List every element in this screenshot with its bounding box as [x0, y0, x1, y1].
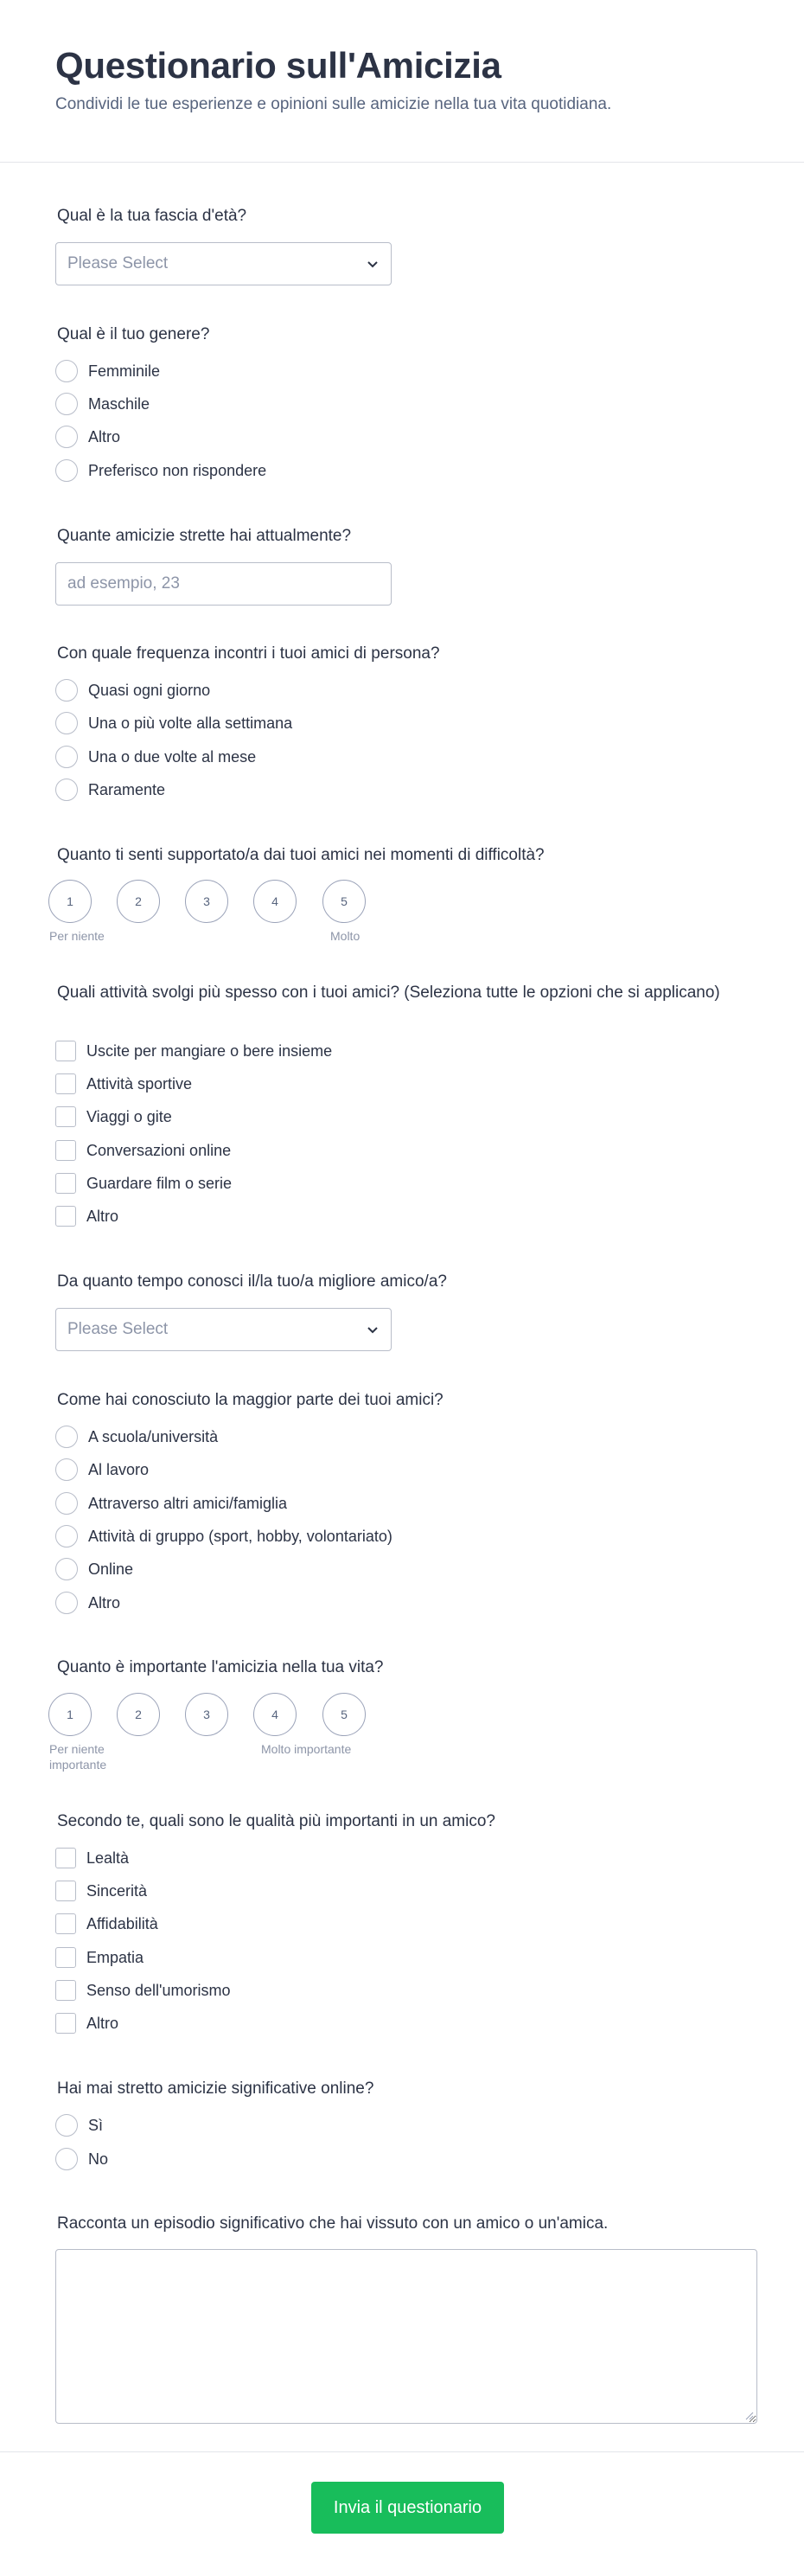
option-label: Altro: [86, 1207, 119, 1225]
support-scale-3[interactable]: 3: [185, 880, 228, 923]
option-label: Sincerità: [86, 1881, 148, 1900]
question-episode-label: Racconta un episodio significativo che hai vissuto con un amico o un'amica.: [57, 2214, 609, 2233]
radio-button[interactable]: [55, 1592, 78, 1614]
how-met-option[interactable]: [55, 1524, 392, 1548]
checkbox[interactable]: [55, 1041, 76, 1061]
question-age-label: Qual è la tua fascia d'età?: [57, 207, 247, 225]
gender-option[interactable]: [55, 392, 150, 416]
question-how-met-label: Come hai conosciuto la maggior parte dei tuoi amici?: [57, 1391, 443, 1409]
resize-handle-icon[interactable]: [743, 2410, 754, 2420]
submit-button[interactable]: Invia il questionario: [311, 2482, 504, 2534]
radio-button[interactable]: [55, 1458, 78, 1481]
option-label: Una o due volte al mese: [88, 747, 257, 766]
how-met-option[interactable]: [55, 1557, 133, 1581]
radio-button[interactable]: [55, 1492, 78, 1515]
support-scale-min-label: Per niente: [49, 929, 105, 943]
how-met-option[interactable]: [55, 1591, 120, 1615]
option-label: Senso dell'umorismo: [86, 1981, 231, 1999]
option-label: No: [88, 2150, 109, 2168]
support-scale-5[interactable]: 5: [322, 880, 366, 923]
option-label: Lealtà: [86, 1849, 130, 1867]
qualities-option[interactable]: [55, 1912, 158, 1936]
chevron-down-icon: [365, 256, 380, 272]
best-friend-duration-select[interactable]: [55, 1308, 392, 1351]
qualities-option[interactable]: [55, 1945, 144, 1970]
activities-option[interactable]: [55, 1204, 118, 1228]
activities-option[interactable]: [55, 1039, 332, 1063]
importance-scale-max-label: Molto importante: [261, 1742, 352, 1756]
radio-button[interactable]: [55, 779, 78, 801]
option-label: Affidabilità: [86, 1914, 158, 1932]
gender-option[interactable]: [55, 359, 160, 383]
question-online-friendships-label: Hai mai stretto amicizie significative online?: [57, 2079, 374, 2098]
importance-min-label-line: importante: [49, 1758, 107, 1772]
checkbox[interactable]: [55, 1106, 76, 1127]
meet-frequency-option[interactable]: [55, 778, 165, 802]
option-label: Altro: [86, 2014, 119, 2032]
importance-scale-1[interactable]: 1: [48, 1693, 92, 1736]
how-met-option[interactable]: [55, 1458, 149, 1482]
online-friendships-option[interactable]: [55, 2113, 103, 2137]
option-label: Altro: [88, 427, 121, 445]
activities-option[interactable]: [55, 1171, 232, 1195]
checkbox[interactable]: [55, 1073, 76, 1094]
qualities-option[interactable]: [55, 2011, 118, 2035]
activities-option[interactable]: [55, 1105, 172, 1129]
gender-option[interactable]: [55, 425, 120, 449]
how-met-option[interactable]: [55, 1425, 218, 1449]
episode-textarea[interactable]: [55, 2249, 757, 2424]
question-importance-label: Quanto è importante l'amicizia nella tua vita?: [57, 1658, 384, 1676]
option-label: Online: [88, 1560, 134, 1578]
option-label: Raramente: [88, 780, 166, 798]
option-label: Una o più volte alla settimana: [88, 714, 293, 732]
importance-scale-3[interactable]: 3: [185, 1693, 228, 1736]
online-friendships-option[interactable]: [55, 2147, 108, 2171]
checkbox[interactable]: [55, 1173, 76, 1194]
option-label: Altro: [88, 1593, 121, 1612]
support-scale-2[interactable]: 2: [117, 880, 160, 923]
importance-scale-2[interactable]: 2: [117, 1693, 160, 1736]
meet-frequency-option[interactable]: [55, 711, 292, 735]
importance-scale-min-label: [49, 1741, 106, 1772]
activities-option[interactable]: [55, 1138, 231, 1163]
option-label: Empatia: [86, 1948, 144, 1966]
support-scale-max-label: Molto: [330, 929, 361, 943]
form-header: [0, 0, 804, 163]
option-label: A scuola/università: [88, 1427, 219, 1445]
checkbox[interactable]: [55, 1140, 76, 1161]
support-scale-1[interactable]: 1: [48, 880, 92, 923]
radio-button[interactable]: [55, 2114, 78, 2137]
option-label: Quasi ogni giorno: [88, 681, 211, 699]
radio-button[interactable]: [55, 1426, 78, 1448]
question-close-friends-label: Quante amicizie strette hai attualmente?: [57, 527, 352, 545]
gender-option[interactable]: [55, 458, 266, 483]
radio-button[interactable]: [55, 712, 78, 734]
checkbox[interactable]: [55, 1206, 76, 1227]
checkbox[interactable]: [55, 1848, 76, 1868]
option-label: Viaggi o gite: [86, 1107, 172, 1125]
importance-scale-4[interactable]: 4: [253, 1693, 297, 1736]
question-activities-label: Quali attività svolgi più spesso con i tuoi amici? (Seleziona tutte le opzioni che si applicano): [57, 984, 720, 1002]
form-subtitle: Condividi le tue esperienze e opinioni sulle amicizie nella tua vita quotidiana.: [55, 95, 612, 113]
option-label: Conversazioni online: [86, 1141, 232, 1159]
radio-button[interactable]: [55, 1558, 78, 1580]
checkbox[interactable]: [55, 1913, 76, 1934]
importance-scale-5[interactable]: 5: [322, 1693, 366, 1736]
radio-button[interactable]: [55, 679, 78, 702]
how-met-option[interactable]: [55, 1491, 287, 1515]
option-label: Guardare film o serie: [86, 1174, 233, 1192]
option-label: Sì: [88, 2116, 104, 2134]
age-select[interactable]: [55, 242, 392, 285]
meet-frequency-option[interactable]: [55, 678, 210, 702]
form-title: Questionario sull'Amicizia: [55, 45, 501, 86]
checkbox[interactable]: [55, 1881, 76, 1901]
activities-option[interactable]: [55, 1072, 192, 1096]
radio-button[interactable]: [55, 746, 78, 768]
qualities-option[interactable]: [55, 1846, 129, 1870]
option-label: Attraverso altri amici/famiglia: [88, 1494, 288, 1512]
question-gender-label: Qual è il tuo genere?: [57, 325, 210, 343]
age-select-placeholder: Please Select: [67, 254, 169, 272]
question-meet-frequency-label: Con quale frequenza incontri i tuoi amici di persona?: [57, 644, 440, 663]
option-label: Maschile: [88, 394, 150, 413]
chevron-down-icon: [365, 1322, 380, 1337]
radio-button[interactable]: [55, 2148, 78, 2170]
question-support-label: Quanto ti senti supportato/a dai tuoi amici nei momenti di difficoltà?: [57, 846, 545, 864]
radio-button[interactable]: [55, 360, 78, 382]
option-label: Al lavoro: [88, 1460, 150, 1478]
radio-button[interactable]: [55, 459, 78, 482]
importance-min-label-line: Per niente: [49, 1742, 105, 1756]
close-friends-input[interactable]: [55, 562, 392, 606]
checkbox[interactable]: [55, 1947, 76, 1968]
meet-frequency-option[interactable]: [55, 745, 256, 769]
option-label: Femminile: [88, 362, 161, 380]
question-qualities-label: Secondo te, quali sono le qualità più importanti in un amico?: [57, 1812, 495, 1830]
option-label: Preferisco non rispondere: [88, 461, 267, 479]
radio-button[interactable]: [55, 1525, 78, 1548]
option-label: Uscite per mangiare o bere insieme: [86, 1041, 333, 1060]
option-label: Attività sportive: [86, 1074, 193, 1093]
radio-button[interactable]: [55, 393, 78, 415]
support-scale-4[interactable]: 4: [253, 880, 297, 923]
radio-button[interactable]: [55, 426, 78, 448]
question-best-friend-label: Da quanto tempo conosci il/la tuo/a migliore amico/a?: [57, 1272, 447, 1291]
best-friend-select-placeholder: Please Select: [67, 1320, 169, 1338]
checkbox[interactable]: [55, 1980, 76, 2001]
qualities-option[interactable]: [55, 1978, 231, 2002]
qualities-option[interactable]: [55, 1879, 147, 1903]
checkbox[interactable]: [55, 2013, 76, 2034]
option-label: Attività di gruppo (sport, hobby, volontariato): [88, 1527, 392, 1545]
